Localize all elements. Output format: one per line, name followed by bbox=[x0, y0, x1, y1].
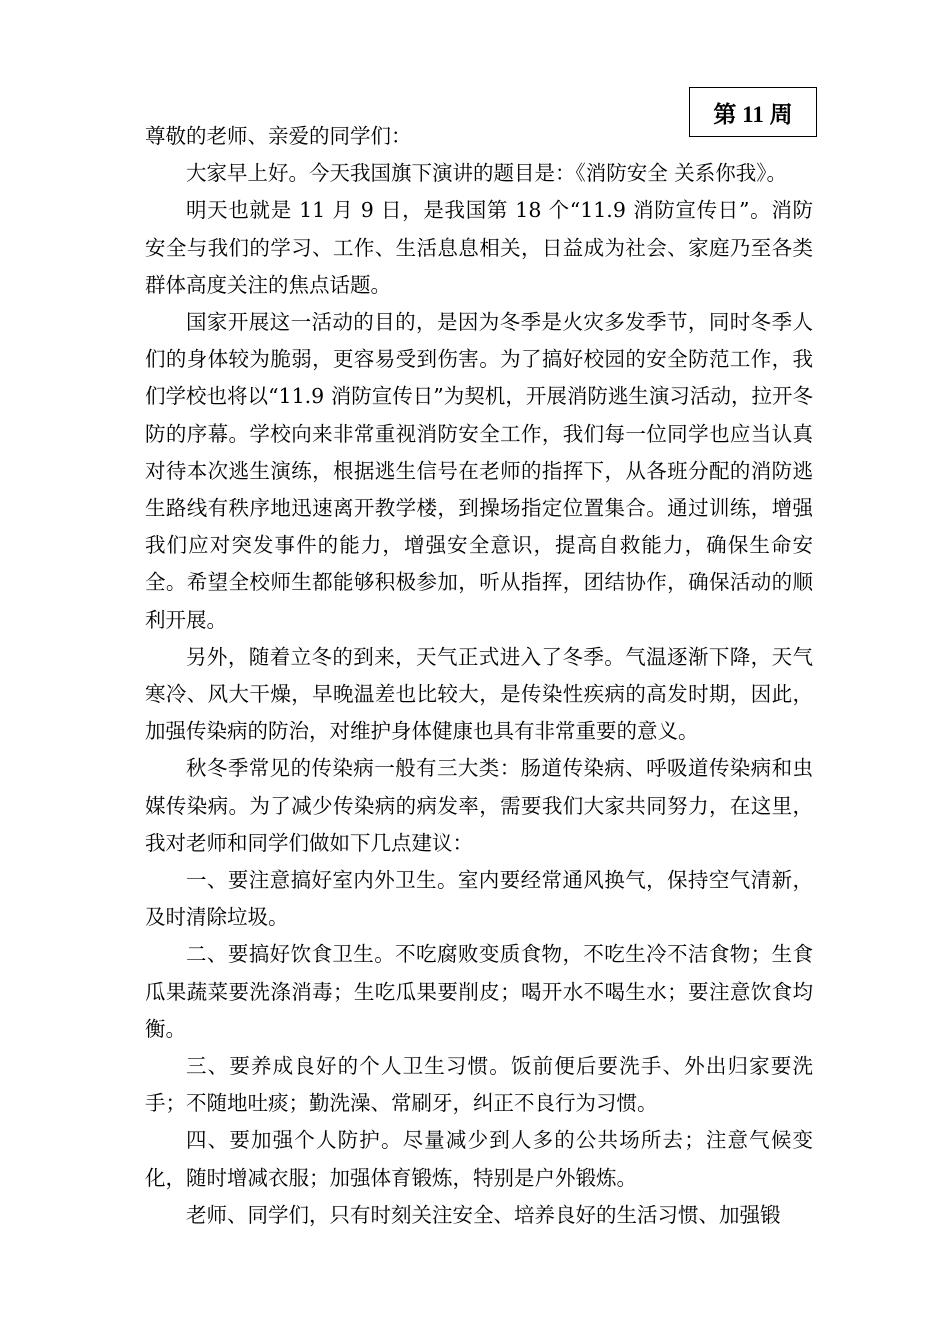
suggestion-1: 一、要注意搞好室内外卫生。室内要经常通风换气，保持空气清新，及时清除垃圾。 bbox=[145, 868, 813, 930]
week-label: 第 11 周 bbox=[713, 101, 793, 127]
paragraph-winter: 另外，随着立冬的到来，天气正式进入了冬季。气温逐渐下降，天气寒冷、风大干燥，早晚温差也比较大，是传染性疾病的高发时期，因此，加强传染病的防治，对维护身体健康也具有非常重要的意义。 bbox=[145, 644, 813, 744]
paragraph-fire-day: 明天也就是 11 月 9 日，是我国第 18 个“11.9 消防宣传日”。消防安全与我们的学习、工作、生活息息相关，日益成为社会、家庭乃至各类群体高度关注的焦点话题。 bbox=[145, 198, 813, 297]
suggestion-2: 二、要搞好饮食卫生。不吃腐败变质食物，不吃生冷不洁食物；生食瓜果蔬菜要洗涤消毒；生吃瓜果要削皮；喝开水不喝生水；要注意饮食均衡。 bbox=[145, 942, 813, 1041]
suggestion-4: 四、要加强个人防护。尽量减少到人多的公共场所去；注意气候变化，随时增减衣服；加强体育锻炼，特别是户外锻炼。 bbox=[145, 1128, 813, 1190]
speech-body bbox=[145, 118, 813, 1234]
paragraph-diseases: 秋冬季常见的传染病一般有三大类：肠道传染病、呼吸道传染病和虫媒传染病。为了减少传染病的病发率，需要我们大家共同努力，在这里，我对老师和同学们做如下几点建议： bbox=[145, 756, 813, 855]
paragraph-closing: 老师、同学们，只有时刻关注安全、培养良好的生活习惯、加强锻 bbox=[186, 1202, 781, 1227]
paragraph-greeting: 大家早上好。今天我国旗下演讲的题目是：《消防安全 关系你我》。 bbox=[186, 161, 788, 186]
salutation: 尊敬的老师、亲爱的同学们： bbox=[145, 124, 412, 148]
paragraph-drill: 国家开展这一活动的目的，是因为冬季是火灾多发季节，同时冬季人们的身体较为脆弱，更容易受到伤害。为了搞好校园的安全防范工作，我们学校也将以“11.9 消防宣传日”为契机，开展消防逃生演习活动，拉开冬防的序幕。学校向来非常重视消防安全工作，我们每一位同学也应当认真对待本次逃生演练，根据逃生信号在老师的指挥下，从各班分配的消防逃生路线有秩序地迅速离开教学楼，到操场指定位置集合。通过训练，增强我们应对突发事件的能力，增强安全意识，提高自救能力，确保生命安全。希望全校师生都能够积极参加，听从指挥，团结协作，确保活动的顺利开展。 bbox=[145, 310, 813, 632]
suggestion-3: 三、要养成良好的个人卫生习惯。饭前便后要洗手、外出归家要洗手；不随地吐痰；勤洗澡、常刷牙，纠正不良行为习惯。 bbox=[145, 1054, 813, 1116]
